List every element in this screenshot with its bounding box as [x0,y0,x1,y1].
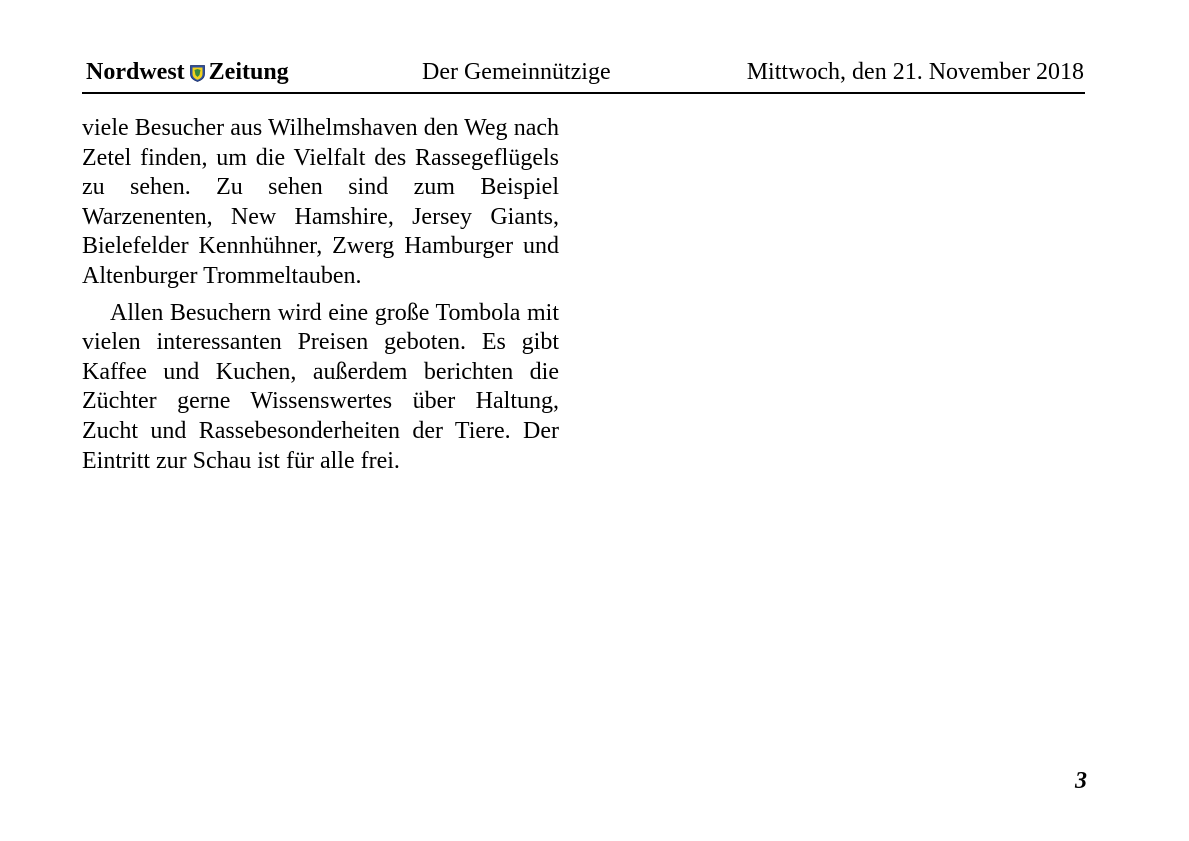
coat-of-arms-icon [190,65,205,82]
masthead-right: Zeitung [208,59,289,85]
article-body [82,114,559,476]
article-paragraph: Allen Besuchern wird eine große Tombola mit vielen interessanten Preisen geboten. Es gibt Kaffee und Kuchen, außerdem berichten die Züchter gerne Wissenswertes über Haltung, Zucht und Rassebesonderheiten der Tiere. Der Eintritt zur Schau ist für alle frei. [82,299,559,474]
masthead [86,59,289,86]
article-paragraph: viele Besucher aus Wilhelmshaven den Weg nach Zetel finden, um die Vielfalt des Rassegeflügels zu sehen. Zu sehen sind zum Beispiel Warzenenten, New Hamshire, Jersey Giants, Bielefelder Kennhühner, Zwerg Hamburger und Altenburger Trommeltauben. [82,115,559,289]
masthead-left: Nordwest [86,59,185,85]
page-header [82,56,1085,94]
issue-date: Mittwoch, den 21. November 2018 [746,59,1084,85]
page-number: 3 [1075,768,1087,794]
section-title: Der Gemeinnützige [422,59,611,85]
